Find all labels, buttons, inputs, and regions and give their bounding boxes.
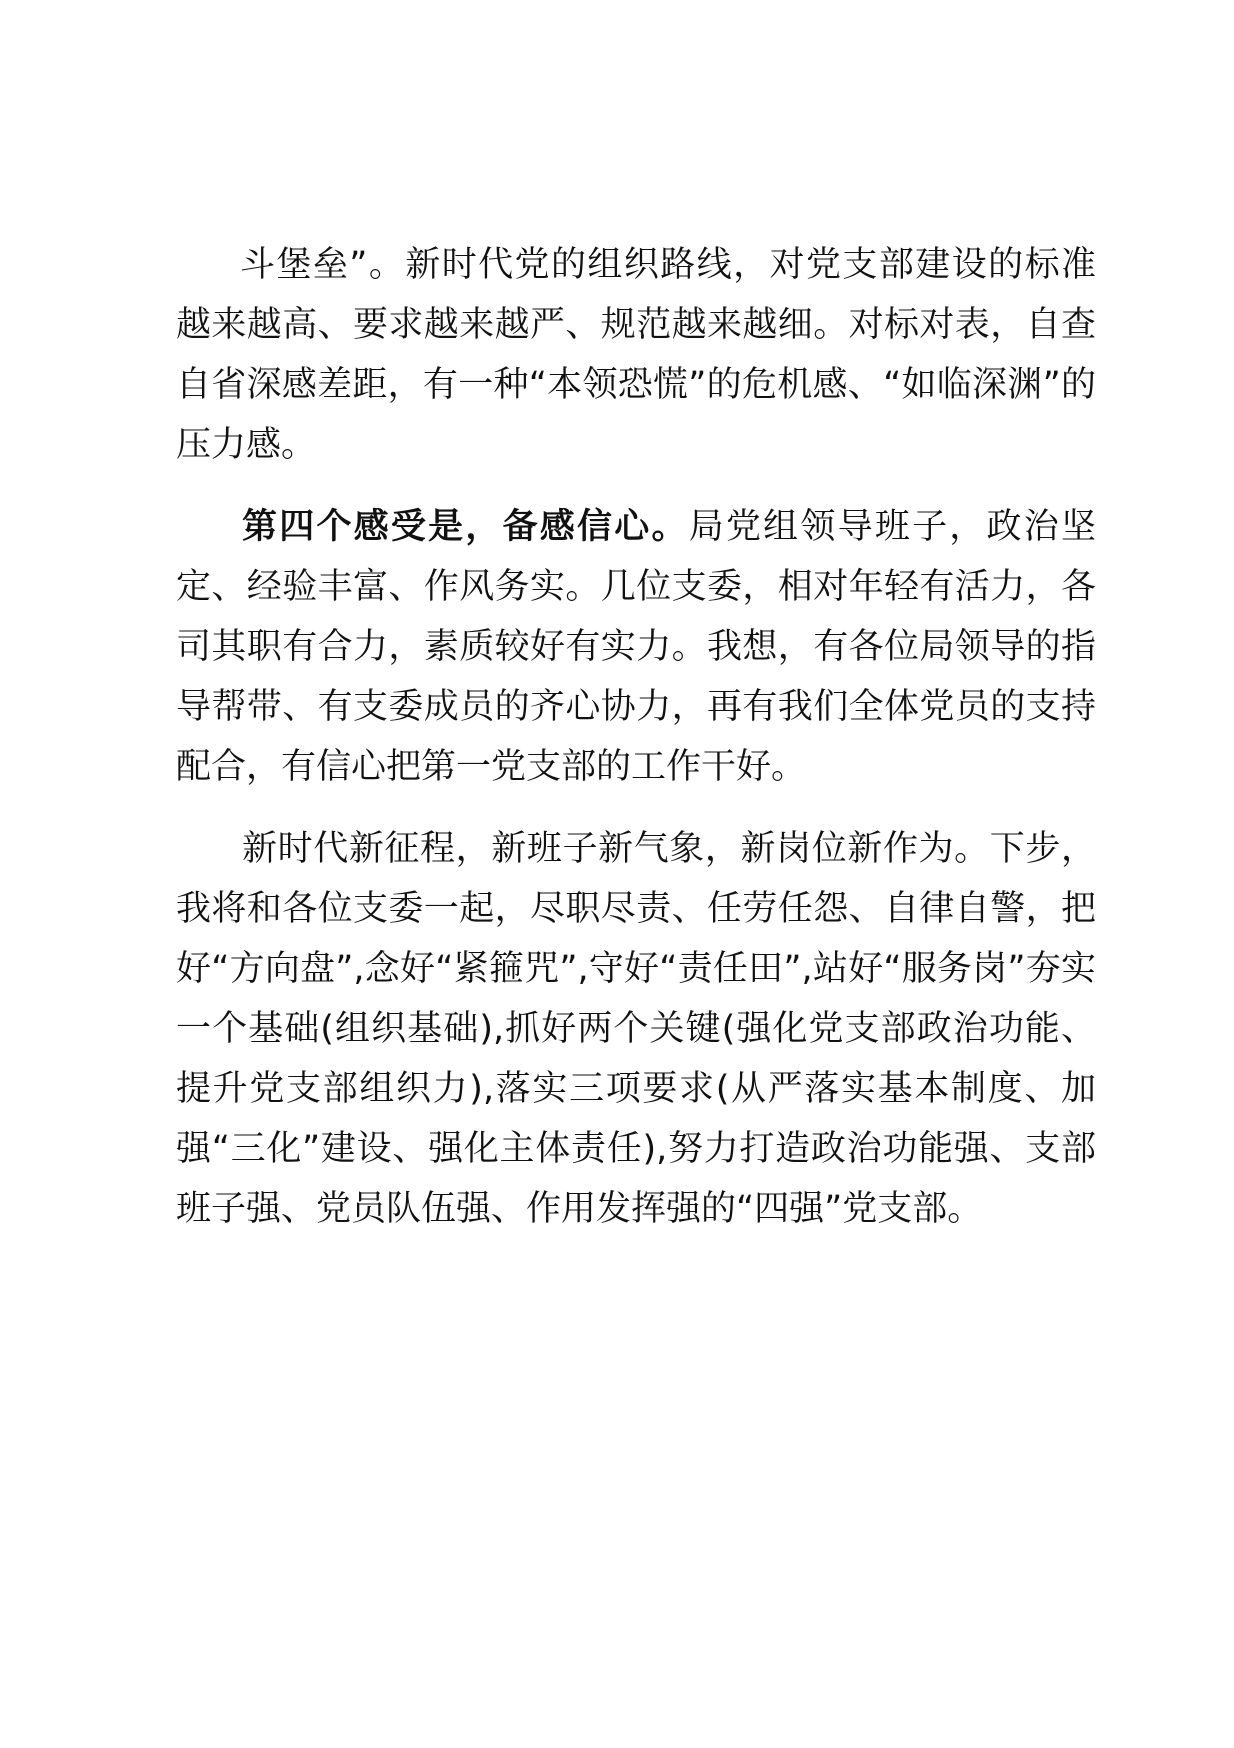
paragraph-2-text: 局党组领导班子，政治坚定、经验丰富、作风务实。几位支委，相对年轻有活力，各司其职有合力，素质较好有实力。我想，有各位局领导的指导帮带、有支委成员的齐心协力，再有我们全体党员的支持配合，有信心把第一党支部的工作干好。 bbox=[176, 507, 1096, 787]
paragraph-2 bbox=[176, 497, 1096, 797]
paragraph-2-lead: 第四个感受是，备感信心。 bbox=[242, 507, 689, 547]
paragraph-1-text: 斗堡垒”。新时代党的组织路线，对党支部建设的标准越来越高、要求越来越严、规范越来越细。对标对表，自查自省深感差距，有一种“本领恐慌”的危机感、“如临深渊”的压力感。 bbox=[176, 245, 1096, 465]
paragraph-3 bbox=[176, 819, 1096, 1239]
paragraph-1 bbox=[176, 235, 1096, 475]
document-body bbox=[176, 235, 1096, 1261]
paragraph-3-text: 新时代新征程，新班子新气象，新岗位新作为。下步，我将和各位支委一起，尽职尽责、任劳任怨、自律自警，把好“方向盘”,念好“紧箍咒”,守好“责任田”,站好“服务岗”夯实一个基础(组织基础),抓好两个关键(强化党支部政治功能、提升党支部组织力),落实三项要求(从严落实基本制度、加强“三化”建设、强化主体责任),努力打造政治功能强、支部班子强、党员队伍强、作用发挥强的“四强”党支部。 bbox=[176, 829, 1096, 1229]
